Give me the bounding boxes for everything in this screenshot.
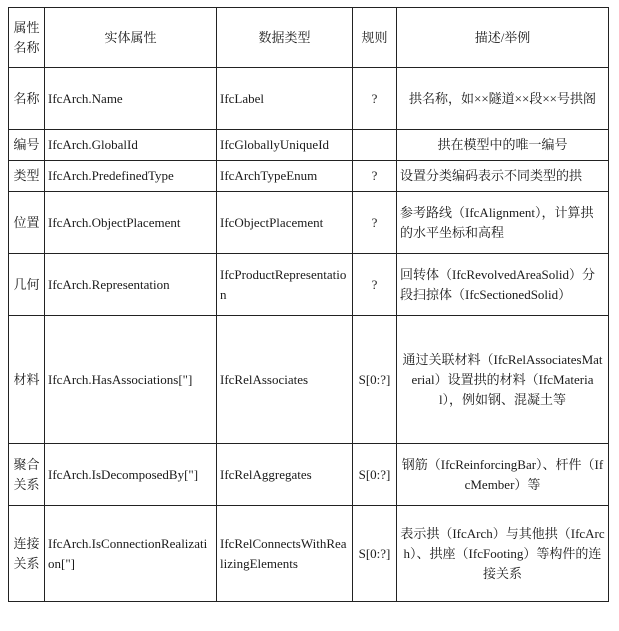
cell-desc-text: 通过关联材料（IfcRelAssociatesMaterial）设置拱的材料（IfcMaterial），例如钢、混凝土等 bbox=[402, 351, 603, 407]
table-row bbox=[9, 161, 609, 192]
cell-rule: ? bbox=[353, 254, 397, 316]
cell-rule: S[0:?] bbox=[353, 506, 397, 602]
cell-rule: ? bbox=[353, 192, 397, 254]
cell-type: IfcObjectPlacement bbox=[217, 192, 353, 254]
cell-name: 编号 bbox=[9, 130, 45, 161]
cell-name: 聚合关系 bbox=[9, 444, 45, 506]
cell-name: 类型 bbox=[9, 161, 45, 192]
cell-desc-text: 钢筋（IfcReinforcingBar）、杆件（IfcMember）等 bbox=[401, 456, 604, 492]
cell-name: 材料 bbox=[9, 316, 45, 444]
cell-desc bbox=[397, 444, 609, 506]
table-row bbox=[9, 506, 609, 602]
cell-attr: IfcArch.ObjectPlacement bbox=[45, 192, 217, 254]
cell-desc bbox=[397, 316, 609, 444]
table-row bbox=[9, 254, 609, 316]
cell-attr: IfcArch.PredefinedType bbox=[45, 161, 217, 192]
header-type: 数据类型 bbox=[217, 8, 353, 68]
cell-desc bbox=[397, 130, 609, 161]
cell-type: IfcProductRepresentation bbox=[217, 254, 353, 316]
cell-attr: IfcArch.IsDecomposedBy["] bbox=[45, 444, 217, 506]
cell-name: 名称 bbox=[9, 68, 45, 130]
cell-type: IfcRelAggregates bbox=[217, 444, 353, 506]
ifc-arch-attribute-table-wrapper bbox=[8, 7, 608, 602]
cell-type: IfcArchTypeEnum bbox=[217, 161, 353, 192]
cell-name: 位置 bbox=[9, 192, 45, 254]
cell-desc-text: 拱在模型中的唯一编号 bbox=[437, 137, 568, 152]
cell-desc: 参考路线（IfcAlignment），计算拱的水平坐标和高程 bbox=[397, 192, 609, 254]
table-row bbox=[9, 130, 609, 161]
cell-attr: IfcArch.HasAssociations["] bbox=[45, 316, 217, 444]
cell-desc-text: 表示拱（IfcArch）与其他拱（IfcArch）、拱座（IfcFooting）等构件的连接关系 bbox=[400, 525, 605, 581]
header-attr: 实体属性 bbox=[45, 8, 217, 68]
cell-desc: 设置分类编码表示不同类型的拱 bbox=[397, 161, 609, 192]
cell-attr: IfcArch.Representation bbox=[45, 254, 217, 316]
cell-type: IfcRelConnectsWithRealizingElements bbox=[217, 506, 353, 602]
cell-rule: ? bbox=[353, 161, 397, 192]
cell-rule: S[0:?] bbox=[353, 444, 397, 506]
ifc-arch-attribute-table bbox=[8, 7, 609, 602]
cell-name: 几何 bbox=[9, 254, 45, 316]
cell-attr: IfcArch.Name bbox=[45, 68, 217, 130]
cell-rule bbox=[353, 130, 397, 161]
cell-type: IfcGloballyUniqueId bbox=[217, 130, 353, 161]
cell-desc bbox=[397, 68, 609, 130]
cell-attr: IfcArch.IsConnectionRealization["] bbox=[45, 506, 217, 602]
cell-desc: 回转体（IfcRevolvedAreaSolid）分段扫掠体（IfcSectionedSolid） bbox=[397, 254, 609, 316]
header-row bbox=[9, 8, 609, 68]
cell-rule: ? bbox=[353, 68, 397, 130]
table-row bbox=[9, 192, 609, 254]
table-row bbox=[9, 316, 609, 444]
header-name: 属性名称 bbox=[9, 8, 45, 68]
cell-name: 连接关系 bbox=[9, 506, 45, 602]
cell-rule: S[0:?] bbox=[353, 316, 397, 444]
cell-type: IfcLabel bbox=[217, 68, 353, 130]
header-rule: 规则 bbox=[353, 8, 397, 68]
cell-desc-text: 拱名称，如××隧道××段××号拱阁 bbox=[409, 90, 596, 106]
cell-type: IfcRelAssociates bbox=[217, 316, 353, 444]
table-row bbox=[9, 68, 609, 130]
cell-attr: IfcArch.GlobalId bbox=[45, 130, 217, 161]
cell-desc bbox=[397, 506, 609, 602]
header-desc: 描述/举例 bbox=[397, 8, 609, 68]
table-row bbox=[9, 444, 609, 506]
